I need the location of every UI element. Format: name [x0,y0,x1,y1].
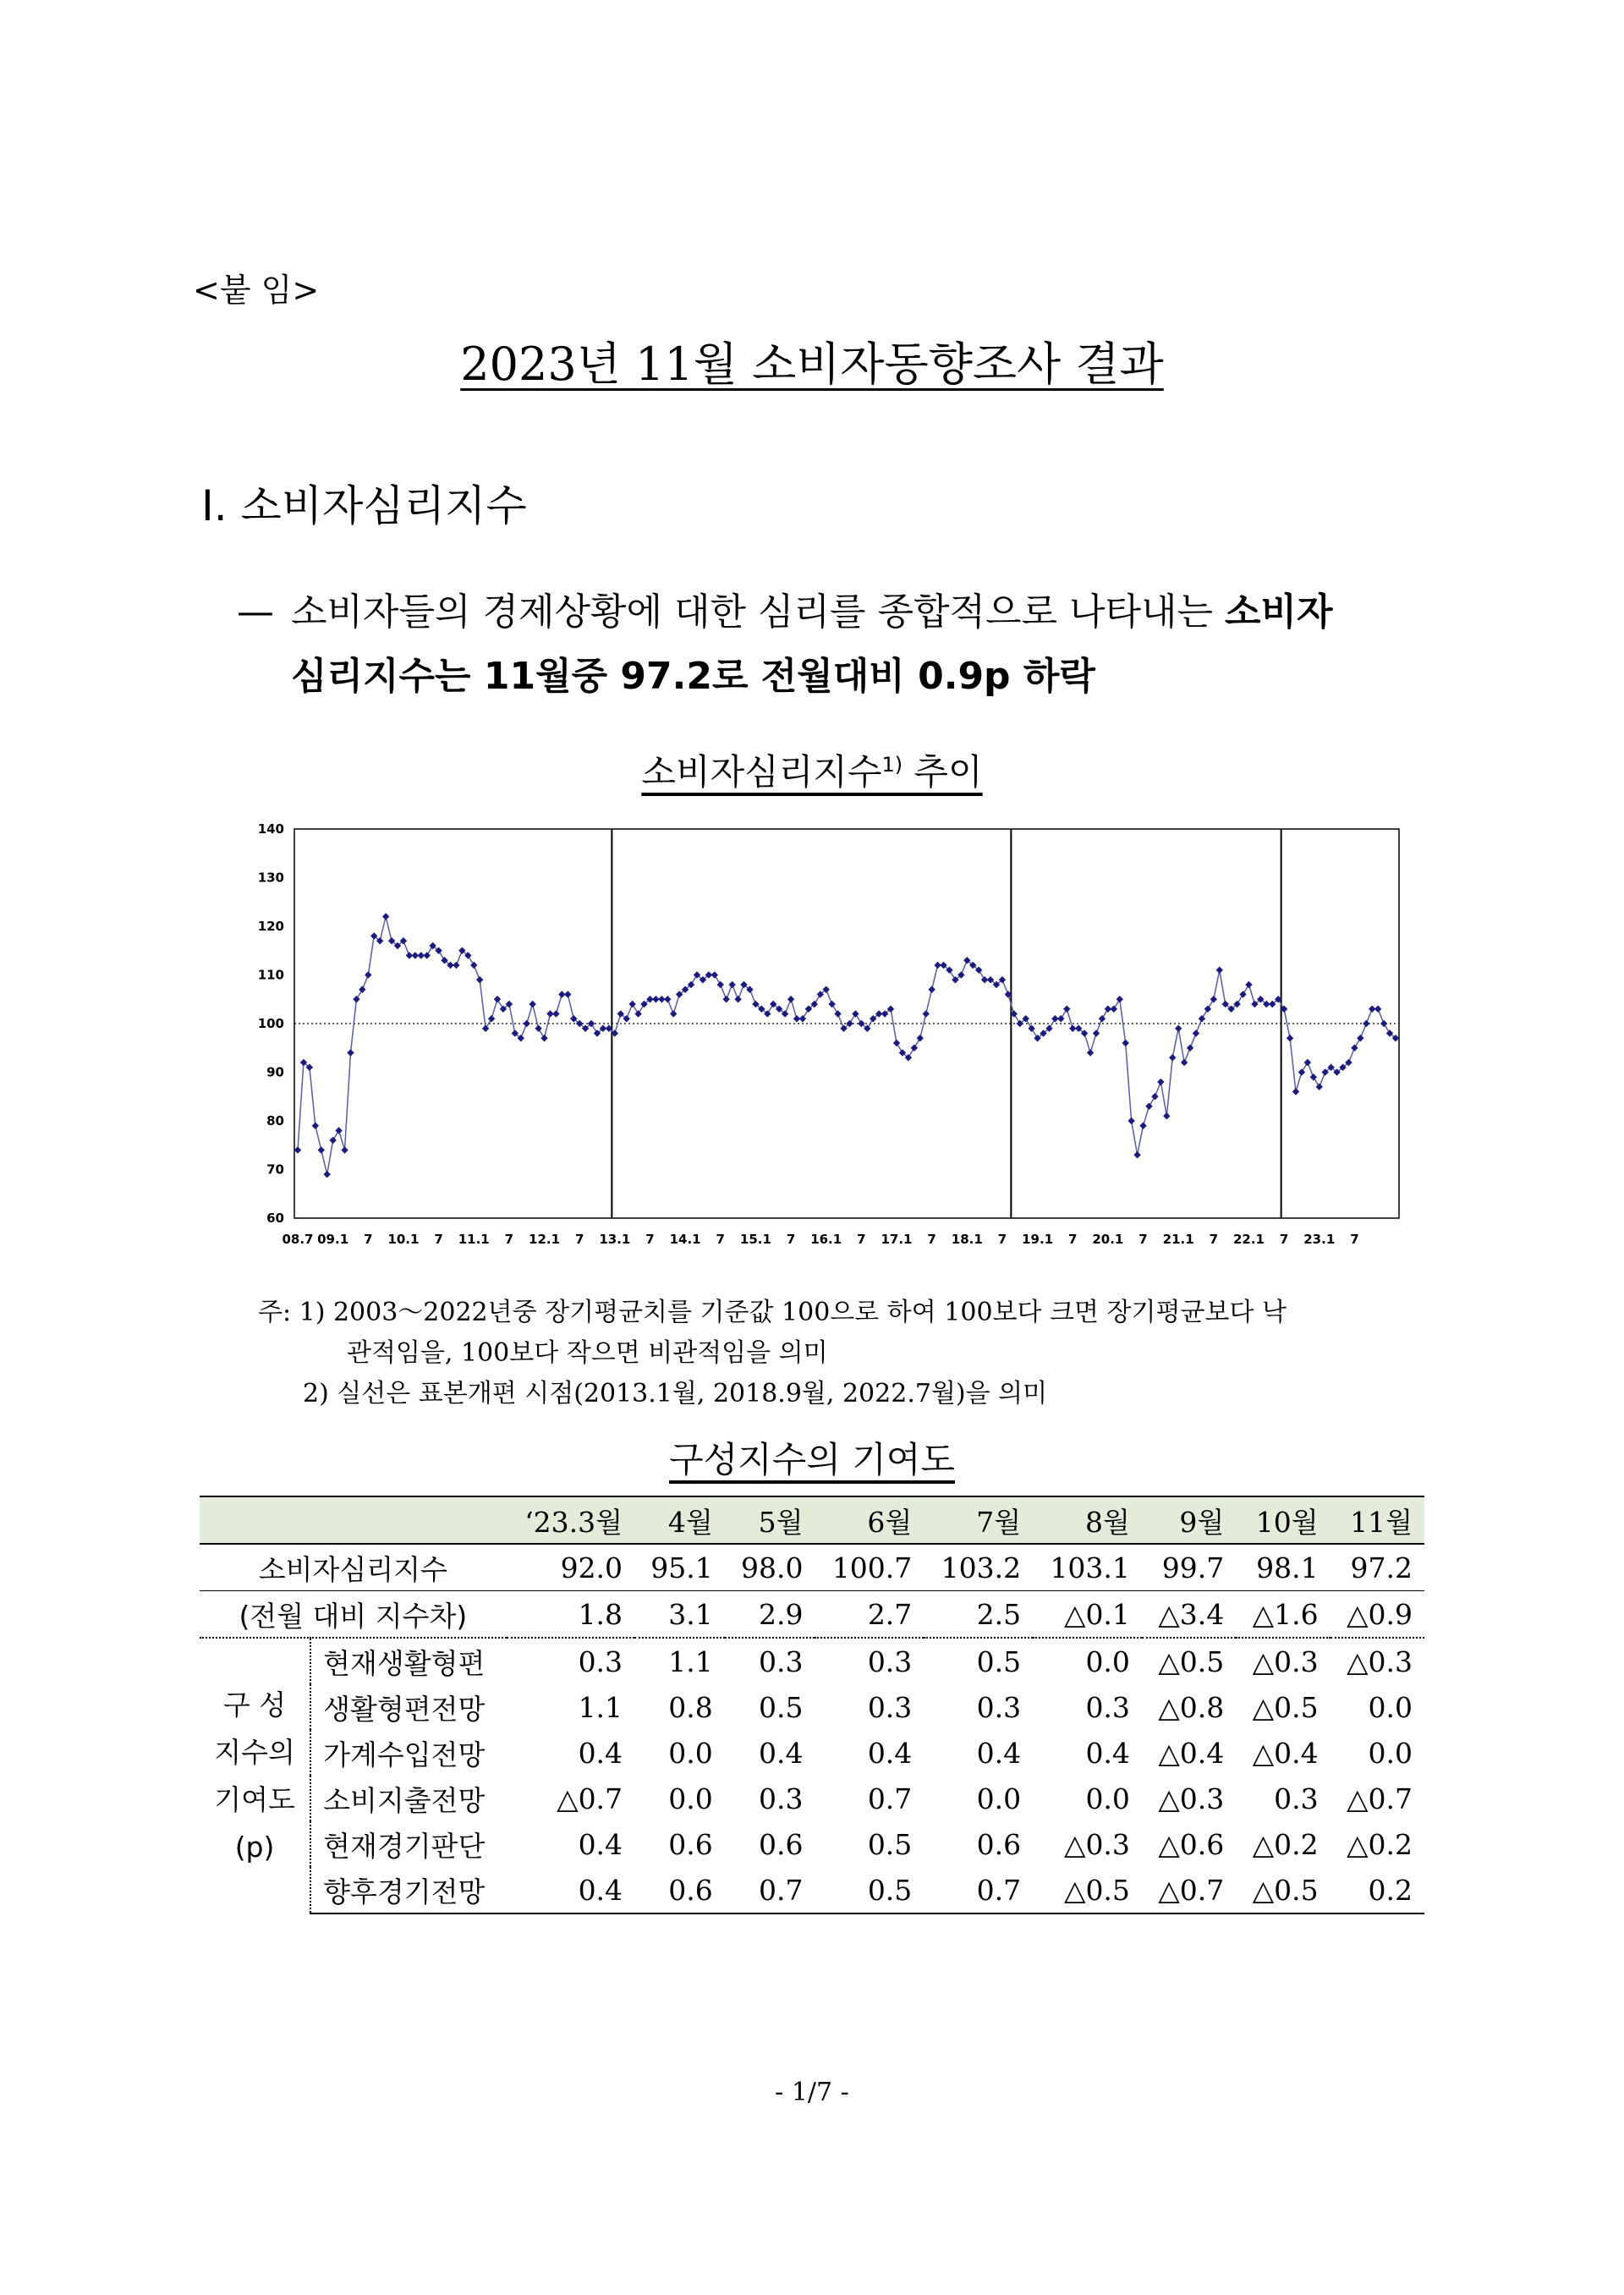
x-tick-label: 15.1 [739,1232,771,1247]
y-tick-label: 70 [266,1161,284,1178]
x-tick-label: 12.1 [529,1232,561,1247]
component-label: 현재생활형편 [323,1646,486,1680]
x-tick-label: 10.1 [387,1232,420,1247]
y-tick-label: 120 [257,919,284,934]
x-tick-label: 21.1 [1162,1232,1194,1247]
table-cell: △0.4 [1158,1736,1225,1770]
group-label-line: 지수의 [214,1735,295,1769]
table-cell: 0.3 [578,1644,623,1678]
table-cell: 3.1 [634,1591,725,1639]
table-cell: 0.4 [1085,1736,1130,1770]
table-cell: 92.0 [507,1544,634,1591]
x-tick-label: 08.7 [282,1232,314,1247]
x-tick-label: 7 [574,1232,584,1247]
x-tick-label: 11.1 [458,1232,490,1247]
table-header-row [200,1496,1424,1544]
table-cell: △0.7 [557,1782,623,1815]
table-cell: 0.3 [1085,1690,1130,1724]
table-row-component [200,1638,1424,1684]
x-tick-label: 7 [716,1232,725,1247]
header-month: 8월 [1033,1496,1142,1544]
table-cell: 97.2 [1330,1544,1424,1591]
x-tick-label: 7 [857,1232,866,1247]
table-cell: 0.7 [725,1867,815,1913]
table-cell: 98.0 [725,1544,815,1591]
table-row-component [200,1730,1424,1776]
table-cell: 0.2 [1330,1867,1424,1913]
table-cell: 0.0 [1085,1782,1130,1815]
x-tick-label: 7 [997,1232,1007,1247]
table-cell: 2.9 [725,1591,815,1639]
attachment-label: <붙 임> [193,272,320,309]
table-cell: 0.3 [759,1782,804,1815]
table-row-component [200,1821,1424,1867]
table-cell: 0.3 [976,1690,1022,1724]
table-cell: 0.6 [759,1827,804,1861]
table-cell: 0.5 [976,1644,1022,1678]
chart-title-footnote: 1) [881,753,903,777]
x-tick-label: 7 [927,1232,936,1247]
table-cell: 0.4 [867,1736,913,1770]
x-tick-label: 23.1 [1303,1232,1336,1247]
component-label: 가계수입전망 [323,1738,486,1771]
component-label: 현재경기판단 [323,1829,486,1863]
table-cell: △0.4 [1252,1736,1319,1770]
component-label: 향후경기전망 [310,1867,507,1913]
header-month: 9월 [1142,1496,1236,1544]
y-tick-label: 140 [257,821,284,837]
table-row-component [200,1684,1424,1730]
header-month: 10월 [1236,1496,1330,1544]
table-cell: △0.7 [1142,1867,1236,1913]
table-cell: 0.0 [1368,1690,1413,1724]
header-month: 4월 [634,1496,725,1544]
table-cell: △0.2 [1347,1827,1413,1861]
table-cell: △0.3 [1347,1644,1413,1678]
header-month: 6월 [815,1496,924,1544]
y-tick-label: 100 [257,1016,284,1031]
summary-text-bold-1: 소비자 [1225,590,1333,634]
row-label: 소비자심리지수 [200,1544,507,1591]
section-title: Ⅰ. 소비자심리지수 [201,481,527,530]
table-cell: △3.4 [1142,1591,1236,1639]
table-cell: 0.4 [759,1736,804,1770]
header-blank [200,1496,507,1544]
table-cell: 0.0 [1368,1736,1413,1770]
group-label-line: 기여도 [214,1782,295,1816]
table-cell: 1.1 [578,1690,623,1724]
component-label: 생활형편전망 [323,1692,486,1726]
table-cell: △0.5 [1236,1867,1330,1913]
x-tick-label: 20.1 [1092,1232,1124,1247]
y-tick-label: 130 [257,870,284,886]
chart-title-suffix: 추이 [903,751,983,793]
table-row-component [200,1867,1424,1913]
table-cell: 1.1 [668,1644,713,1678]
table-cell: 0.3 [1274,1782,1319,1815]
table-cell: 2.7 [815,1591,924,1639]
group-label [200,1638,310,1913]
x-tick-label: 7 [504,1232,514,1247]
x-tick-label: 7 [1209,1232,1219,1247]
y-tick-label: 110 [257,967,284,983]
table-cell: 0.6 [634,1867,725,1913]
table-cell: 0.3 [867,1690,913,1724]
table-cell: 0.4 [507,1867,634,1913]
header-month: ‘23.3월 [507,1496,634,1544]
x-tick-label: 7 [1068,1232,1078,1247]
y-tick-label: 80 [266,1113,284,1128]
table-cell: △0.2 [1252,1827,1319,1861]
row-label: (전월 대비 지수차) [200,1591,507,1639]
table-cell: 0.6 [668,1827,713,1861]
table-cell: 0.4 [578,1736,623,1770]
table-cell: △0.9 [1330,1591,1424,1639]
y-tick-label: 60 [266,1211,284,1226]
table-cell: 2.5 [924,1591,1033,1639]
x-tick-label: 7 [645,1232,655,1247]
y-tick-label: 90 [266,1064,284,1080]
summary-paragraph [237,580,1455,709]
table-row-change [200,1591,1424,1639]
table-cell: 0.7 [867,1782,913,1815]
table-cell: 0.4 [976,1736,1022,1770]
table-cell: 0.0 [668,1782,713,1815]
x-tick-label: 7 [434,1232,443,1247]
x-tick-label: 19.1 [1022,1232,1054,1247]
note-2: 2) 실선은 표본개편 시점(2013.1월, 2018.9월, 2022.7월)을 의미 [303,1379,1048,1408]
table-cell: 0.5 [759,1690,804,1724]
table-cell: 1.8 [507,1591,634,1639]
chart-title [0,744,1624,795]
document-title [0,328,1624,393]
x-tick-label: 17.1 [881,1232,913,1247]
contribution-table [200,1496,1424,1914]
group-label-line: 구 성 [222,1688,287,1721]
x-tick-label: 7 [364,1232,373,1247]
note-1-line-1: 주: 1) 2003～2022년중 장기평균치를 기준값 100으로 하여 100보다 크면 장기평균보다 낙 [258,1298,1287,1327]
table-cell: △0.6 [1158,1827,1225,1861]
table-cell: 100.7 [815,1544,924,1591]
summary-dash: — [237,590,274,634]
table-cell: △0.5 [1158,1644,1225,1678]
x-tick-label: 7 [786,1232,796,1247]
table-cell: △0.5 [1252,1690,1319,1724]
table-row-component [200,1776,1424,1821]
summary-text-bold-2: 심리지수는 11월중 97.2로 전월대비 0.9p 하락 [291,655,1095,698]
table-cell: 0.0 [976,1782,1022,1815]
header-month: 5월 [725,1496,815,1544]
page-number: - 1/7 - [775,2078,849,2107]
table-cell: 0.8 [668,1690,713,1724]
table-cell: 0.5 [815,1867,924,1913]
x-tick-label: 14.1 [669,1232,701,1247]
table-cell: △1.6 [1236,1591,1330,1639]
note-1-line-2: 관적임을, 100보다 작으면 비관적임을 의미 [347,1338,828,1368]
header-month: 7월 [924,1496,1033,1544]
document-title-text: 2023년 11월 소비자동향조사 결과 [460,338,1164,391]
table-cell: △0.5 [1033,1867,1142,1913]
x-tick-label: 7 [1138,1232,1148,1247]
table-cell: 99.7 [1142,1544,1236,1591]
x-tick-label: 7 [1350,1232,1359,1247]
summary-text-normal: 소비자들의 경제상황에 대한 심리를 종합적으로 나타내는 [291,590,1226,634]
table-cell: 0.0 [668,1736,713,1770]
x-tick-label: 13.1 [599,1232,631,1247]
table-cell: △0.3 [1252,1644,1319,1678]
x-tick-label: 18.1 [951,1232,983,1247]
table-cell: 98.1 [1236,1544,1330,1591]
table-title [0,1432,1624,1483]
group-label-line: (p) [234,1830,275,1864]
table-cell: △0.7 [1347,1782,1413,1815]
x-tick-label: 22.1 [1232,1232,1265,1247]
table-cell: △0.3 [1158,1782,1225,1815]
chart-title-text: 소비자심리지수 [641,751,882,793]
table-cell: 0.6 [976,1827,1022,1861]
header-month: 11월 [1330,1496,1424,1544]
table-cell: 0.3 [759,1644,804,1678]
table-cell: 0.5 [867,1827,913,1861]
table-cell: 0.4 [578,1827,623,1861]
x-tick-label: 09.1 [317,1232,349,1247]
table-cell: 103.1 [1033,1544,1142,1591]
table-cell: △0.3 [1064,1827,1130,1861]
table-title-text: 구성지수의 기여도 [669,1439,955,1480]
x-tick-label: 16.1 [810,1232,842,1247]
csi-line-chart [245,816,1404,1260]
table-row-csi [200,1544,1424,1591]
table-cell: 0.7 [924,1867,1033,1913]
component-label: 소비지출전망 [323,1783,486,1817]
table-cell: △0.8 [1158,1690,1225,1724]
table-cell: 0.3 [867,1644,913,1678]
table-cell: 103.2 [924,1544,1033,1591]
table-cell: △0.1 [1033,1591,1142,1639]
table-cell: 95.1 [634,1544,725,1591]
x-tick-label: 7 [1279,1232,1289,1247]
table-cell: 0.0 [1085,1644,1130,1678]
